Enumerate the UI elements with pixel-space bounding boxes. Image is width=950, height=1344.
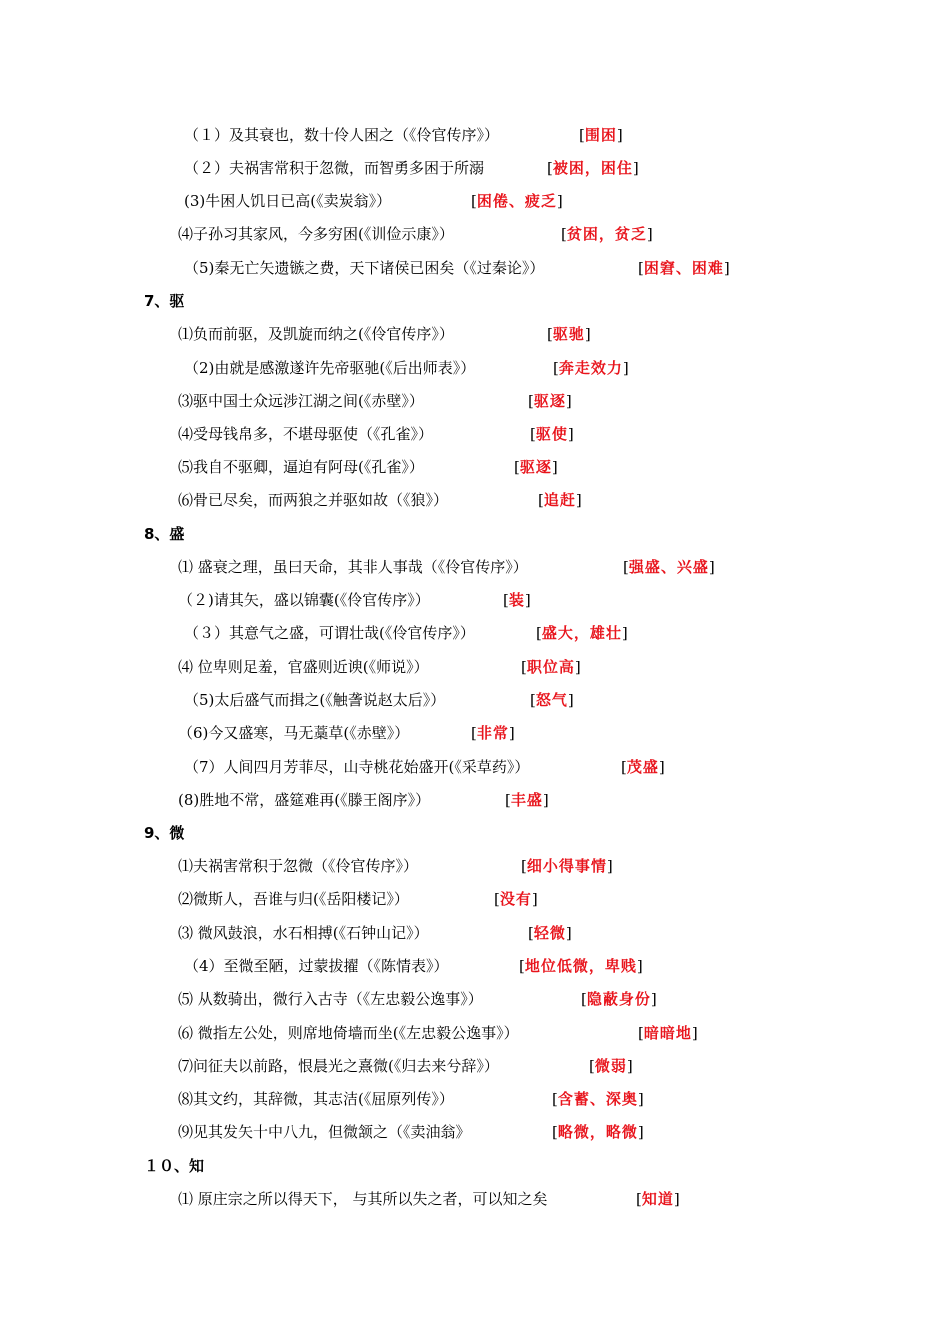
gloss-text: 困倦、疲乏 [476,192,557,210]
gloss: [轻微] [528,924,572,942]
example-sentence: （３）其意气之盛，可谓壮哉(《伶官传序》） [184,624,475,642]
example-sentence: （7）人间四月芳菲尽，山寺桃花始盛开(《采草药》） [184,758,530,776]
example-sentence: ⑺问征夫以前路，恨晨光之熹微(《归去来兮辞》） [178,1057,499,1075]
gloss-text: 微弱 [594,1057,627,1075]
example-sentence: （5)秦无亡矢遗镞之费，天下诸侯已困矣（《过秦论》） [184,259,545,277]
gloss: [奔走效力] [553,359,629,377]
gloss: [贫困，贫乏] [561,225,653,243]
gloss-text: 非常 [476,724,509,742]
gloss: [强盛、兴盛] [623,558,715,576]
gloss: [略微，略微] [552,1123,644,1141]
example-sentence: ⑷ 位卑则足羞，官盛则近谀(《师说》） [178,658,429,676]
gloss-text: 困窘、困难 [643,259,724,277]
gloss: [追赶] [538,491,582,509]
example-sentence: （4）至微至陋，过蒙拔擢（《陈情表》） [184,957,449,975]
gloss: [怒气] [530,691,574,709]
gloss-text: 强盛、兴盛 [628,558,709,576]
gloss-text: 驱逐 [533,392,566,410]
gloss-text: 略微，略微 [557,1123,638,1141]
gloss: [非常] [471,724,515,742]
gloss: [没有] [494,890,538,908]
example-sentence: ⑶驱中国士众远涉江湖之间(《赤壁》） [178,392,424,410]
gloss-text: 围困 [584,126,617,144]
example-sentence: ⑼见其发矢十中八九，但微颔之（《卖油翁》 [178,1123,471,1141]
gloss: [装] [503,591,531,609]
gloss: [暗暗地] [638,1024,698,1042]
gloss-text: 细小得事情 [526,857,607,875]
example-sentence: ⑴负而前驱，及凯旋而纳之(《伶官传序》） [178,325,454,343]
gloss: [困窘、困难] [638,259,730,277]
gloss-text: 隐蔽身份 [586,990,651,1008]
gloss-text: 追赶 [543,491,576,509]
gloss: [含蓄、深奥] [552,1090,644,1108]
section-heading: １０、知 [144,1157,205,1175]
example-sentence: ⑷子孙习其家风，今多穷困(《训俭示康》） [178,225,454,243]
example-sentence: (3)牛困人饥日已高(《卖炭翁》） [184,192,392,210]
gloss-text: 含蓄、深奥 [557,1090,638,1108]
example-sentence: （2)由就是感激遂许先帝驱驰(《后出师表》） [184,359,476,377]
example-sentence: （5)太后盛气而揖之(《触詟说赵太后》） [184,691,446,709]
example-sentence: (8)胜地不常，盛筵难再(《滕王阁序》） [178,791,431,809]
gloss-text: 装 [508,591,525,609]
gloss-text: 知道 [641,1190,674,1208]
example-sentence: （２)请其矢，盛以锦囊(《伶官传序》） [178,591,430,609]
gloss: [茂盛] [621,758,665,776]
example-sentence: ⑻其文约，其辞微，其志洁(《屈原列传》） [178,1090,454,1108]
gloss: [驱逐] [514,458,558,476]
gloss-text: 暗暗地 [643,1024,692,1042]
gloss: [地位低微，卑贱] [519,957,643,975]
gloss: [细小得事情] [521,857,613,875]
gloss-text: 驱驰 [552,325,585,343]
gloss: [驱逐] [528,392,572,410]
gloss: [微弱] [589,1057,633,1075]
gloss: [被困，困住] [547,159,639,177]
example-sentence: ⑹骨已尽矣，而两狼之并驱如故（《狼》） [178,491,449,509]
example-sentence: （6)今又盛寒，马无藁草(《赤壁》） [178,724,410,742]
gloss-text: 驱逐 [519,458,552,476]
gloss-text: 丰盛 [510,791,543,809]
example-sentence: ⑴夫祸害常积于忽微（《伶官传序》） [178,857,419,875]
section-heading: 9、微 [144,824,185,842]
gloss-text: 贫困，贫乏 [566,225,647,243]
gloss-text: 奔走效力 [558,359,623,377]
example-sentence: ⑹ 微指左公处，则席地倚墙而坐(《左忠毅公逸事》） [178,1024,519,1042]
gloss-text: 被困，困住 [552,159,633,177]
section-heading: 7、驱 [144,292,185,310]
gloss-text: 怒气 [535,691,568,709]
gloss-text: 驱使 [535,425,568,443]
example-sentence: （２）夫祸害常积于忽微，而智勇多困于所溺 [184,159,485,177]
gloss-text: 地位低微，卑贱 [524,957,637,975]
gloss: [隐蔽身份] [581,990,657,1008]
gloss: [围困] [579,126,623,144]
gloss-text: 盛大，雄壮 [541,624,622,642]
example-sentence: ⑸ 从数骑出，微行入古寺（《左忠毅公逸事》） [178,990,483,1008]
example-sentence: ⑵微斯人，吾谁与归(《岳阳楼记》） [178,890,409,908]
gloss-text: 茂盛 [626,758,659,776]
gloss: [困倦、疲乏] [471,192,563,210]
gloss: [丰盛] [505,791,549,809]
example-sentence: ⑶ 微风鼓浪，水石相搏(《石钟山记》） [178,924,429,942]
gloss-text: 没有 [499,890,532,908]
gloss: [驱使] [530,425,574,443]
example-sentence: ⑴ 盛衰之理，虽曰天命，其非人事哉（《伶官传序》） [178,558,528,576]
example-sentence: ⑸我自不驱卿，逼迫有阿母(《孔雀》） [178,458,424,476]
gloss-text: 轻微 [533,924,566,942]
gloss: [盛大，雄壮] [536,624,628,642]
example-sentence: （１）及其衰也，数十伶人困之（《伶官传序》） [184,126,500,144]
example-sentence: ⑴ 原庄宗之所以得天下， 与其所以失之者，可以知之矣 [178,1190,548,1208]
gloss-text: 职位高 [526,658,575,676]
example-sentence: ⑷受母钱帛多，不堪母驱使（《孔雀》） [178,425,434,443]
gloss: [知道] [636,1190,680,1208]
section-heading: 8、盛 [144,525,185,543]
gloss: [驱驰] [547,325,591,343]
gloss: [职位高] [521,658,581,676]
